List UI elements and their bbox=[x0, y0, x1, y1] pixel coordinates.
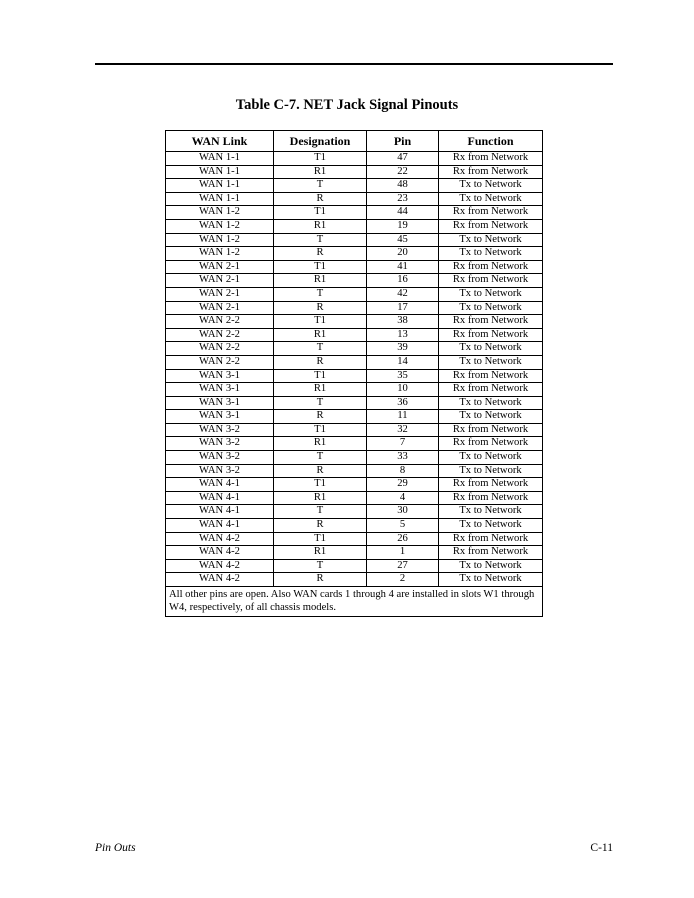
cell-wan-link: WAN 1-2 bbox=[166, 233, 274, 247]
table-row bbox=[166, 355, 543, 369]
table-row bbox=[166, 260, 543, 274]
cell-function: Tx to Network bbox=[439, 301, 543, 315]
cell-designation: T1 bbox=[274, 315, 367, 329]
cell-pin: 7 bbox=[367, 437, 439, 451]
cell-pin: 39 bbox=[367, 342, 439, 356]
header-rule bbox=[95, 63, 613, 65]
cell-function: Tx to Network bbox=[439, 464, 543, 478]
cell-designation: T1 bbox=[274, 532, 367, 546]
cell-wan-link: WAN 1-2 bbox=[166, 247, 274, 261]
cell-pin: 32 bbox=[367, 423, 439, 437]
cell-designation: R1 bbox=[274, 274, 367, 288]
cell-pin: 11 bbox=[367, 410, 439, 424]
header-designation: Designation bbox=[274, 131, 367, 152]
cell-function: Tx to Network bbox=[439, 396, 543, 410]
cell-wan-link: WAN 1-1 bbox=[166, 152, 274, 166]
cell-designation: T1 bbox=[274, 260, 367, 274]
cell-function: Tx to Network bbox=[439, 505, 543, 519]
table-row bbox=[166, 559, 543, 573]
cell-wan-link: WAN 2-1 bbox=[166, 287, 274, 301]
cell-function: Rx from Network bbox=[439, 383, 543, 397]
cell-function: Rx from Network bbox=[439, 437, 543, 451]
cell-designation: T bbox=[274, 505, 367, 519]
table-row bbox=[166, 165, 543, 179]
cell-designation: R bbox=[274, 464, 367, 478]
cell-designation: R1 bbox=[274, 491, 367, 505]
table-row bbox=[166, 301, 543, 315]
cell-wan-link: WAN 3-2 bbox=[166, 451, 274, 465]
header-wan-link: WAN Link bbox=[166, 131, 274, 152]
cell-pin: 19 bbox=[367, 219, 439, 233]
cell-wan-link: WAN 4-1 bbox=[166, 491, 274, 505]
cell-wan-link: WAN 1-2 bbox=[166, 219, 274, 233]
table-row bbox=[166, 505, 543, 519]
cell-designation: R bbox=[274, 519, 367, 533]
cell-designation: T1 bbox=[274, 152, 367, 166]
cell-function: Tx to Network bbox=[439, 233, 543, 247]
cell-pin: 29 bbox=[367, 478, 439, 492]
cell-designation: R bbox=[274, 301, 367, 315]
cell-function: Rx from Network bbox=[439, 546, 543, 560]
cell-pin: 13 bbox=[367, 328, 439, 342]
cell-designation: T bbox=[274, 342, 367, 356]
cell-wan-link: WAN 2-2 bbox=[166, 315, 274, 329]
cell-function: Tx to Network bbox=[439, 179, 543, 193]
cell-wan-link: WAN 1-2 bbox=[166, 206, 274, 220]
table-header-row bbox=[166, 131, 543, 152]
cell-pin: 47 bbox=[367, 152, 439, 166]
table-row bbox=[166, 437, 543, 451]
cell-designation: R bbox=[274, 247, 367, 261]
table-row bbox=[166, 451, 543, 465]
cell-wan-link: WAN 4-1 bbox=[166, 478, 274, 492]
table-row bbox=[166, 546, 543, 560]
cell-function: Tx to Network bbox=[439, 287, 543, 301]
cell-pin: 27 bbox=[367, 559, 439, 573]
cell-pin: 44 bbox=[367, 206, 439, 220]
cell-wan-link: WAN 4-1 bbox=[166, 505, 274, 519]
cell-pin: 2 bbox=[367, 573, 439, 587]
cell-function: Tx to Network bbox=[439, 451, 543, 465]
cell-wan-link: WAN 3-2 bbox=[166, 423, 274, 437]
cell-function: Tx to Network bbox=[439, 410, 543, 424]
table-body bbox=[166, 152, 543, 587]
cell-function: Rx from Network bbox=[439, 206, 543, 220]
cell-designation: T1 bbox=[274, 423, 367, 437]
cell-pin: 41 bbox=[367, 260, 439, 274]
cell-function: Rx from Network bbox=[439, 369, 543, 383]
cell-wan-link: WAN 3-1 bbox=[166, 410, 274, 424]
cell-designation: T bbox=[274, 179, 367, 193]
cell-designation: T bbox=[274, 396, 367, 410]
cell-designation: R1 bbox=[274, 383, 367, 397]
cell-wan-link: WAN 4-2 bbox=[166, 546, 274, 560]
cell-wan-link: WAN 3-1 bbox=[166, 369, 274, 383]
cell-designation: R bbox=[274, 355, 367, 369]
cell-wan-link: WAN 2-1 bbox=[166, 301, 274, 315]
cell-function: Tx to Network bbox=[439, 559, 543, 573]
cell-pin: 22 bbox=[367, 165, 439, 179]
cell-pin: 35 bbox=[367, 369, 439, 383]
table-row bbox=[166, 464, 543, 478]
cell-pin: 20 bbox=[367, 247, 439, 261]
cell-wan-link: WAN 4-2 bbox=[166, 573, 274, 587]
cell-function: Tx to Network bbox=[439, 519, 543, 533]
cell-function: Rx from Network bbox=[439, 260, 543, 274]
cell-function: Rx from Network bbox=[439, 491, 543, 505]
cell-wan-link: WAN 4-2 bbox=[166, 559, 274, 573]
cell-designation: R1 bbox=[274, 437, 367, 451]
cell-designation: R1 bbox=[274, 165, 367, 179]
footer-page-number: C-11 bbox=[590, 842, 613, 854]
cell-pin: 14 bbox=[367, 355, 439, 369]
cell-wan-link: WAN 2-2 bbox=[166, 342, 274, 356]
cell-designation: R bbox=[274, 192, 367, 206]
table-row bbox=[166, 274, 543, 288]
cell-function: Tx to Network bbox=[439, 573, 543, 587]
table-row bbox=[166, 233, 543, 247]
cell-designation: T bbox=[274, 287, 367, 301]
cell-wan-link: WAN 1-1 bbox=[166, 179, 274, 193]
header-function: Function bbox=[439, 131, 543, 152]
cell-designation: R bbox=[274, 410, 367, 424]
cell-wan-link: WAN 2-1 bbox=[166, 260, 274, 274]
cell-designation: R1 bbox=[274, 546, 367, 560]
cell-wan-link: WAN 3-1 bbox=[166, 383, 274, 397]
cell-function: Rx from Network bbox=[439, 328, 543, 342]
cell-pin: 4 bbox=[367, 491, 439, 505]
table-row bbox=[166, 423, 543, 437]
cell-wan-link: WAN 1-1 bbox=[166, 165, 274, 179]
cell-designation: T bbox=[274, 559, 367, 573]
cell-pin: 26 bbox=[367, 532, 439, 546]
table-row bbox=[166, 152, 543, 166]
table-row bbox=[166, 328, 543, 342]
cell-function: Rx from Network bbox=[439, 315, 543, 329]
cell-designation: R1 bbox=[274, 219, 367, 233]
cell-designation: T bbox=[274, 451, 367, 465]
table-row bbox=[166, 219, 543, 233]
cell-designation: T1 bbox=[274, 206, 367, 220]
cell-pin: 16 bbox=[367, 274, 439, 288]
cell-pin: 36 bbox=[367, 396, 439, 410]
cell-function: Tx to Network bbox=[439, 342, 543, 356]
table-row bbox=[166, 383, 543, 397]
table-note-row bbox=[166, 587, 543, 617]
table-row bbox=[166, 573, 543, 587]
table-row bbox=[166, 532, 543, 546]
cell-pin: 30 bbox=[367, 505, 439, 519]
cell-wan-link: WAN 3-2 bbox=[166, 464, 274, 478]
table-row bbox=[166, 478, 543, 492]
cell-wan-link: WAN 2-2 bbox=[166, 328, 274, 342]
cell-pin: 5 bbox=[367, 519, 439, 533]
table-row bbox=[166, 396, 543, 410]
cell-pin: 45 bbox=[367, 233, 439, 247]
cell-designation: T1 bbox=[274, 369, 367, 383]
table-row bbox=[166, 410, 543, 424]
cell-function: Rx from Network bbox=[439, 219, 543, 233]
table-row bbox=[166, 342, 543, 356]
table-row bbox=[166, 315, 543, 329]
cell-pin: 17 bbox=[367, 301, 439, 315]
cell-function: Tx to Network bbox=[439, 355, 543, 369]
cell-pin: 38 bbox=[367, 315, 439, 329]
cell-pin: 33 bbox=[367, 451, 439, 465]
cell-wan-link: WAN 2-1 bbox=[166, 274, 274, 288]
cell-function: Rx from Network bbox=[439, 478, 543, 492]
table-title: Table C-7. NET Jack Signal Pinouts bbox=[235, 97, 459, 113]
cell-pin: 48 bbox=[367, 179, 439, 193]
cell-function: Tx to Network bbox=[439, 192, 543, 206]
table-row bbox=[166, 206, 543, 220]
table-row bbox=[166, 491, 543, 505]
cell-wan-link: WAN 1-1 bbox=[166, 192, 274, 206]
table-note: All other pins are open. Also WAN cards 1 through 4 are installed in slots W1 through W4, respectively, of all chassis models. bbox=[166, 587, 543, 617]
cell-designation: R1 bbox=[274, 328, 367, 342]
cell-wan-link: WAN 3-1 bbox=[166, 396, 274, 410]
cell-wan-link: WAN 4-1 bbox=[166, 519, 274, 533]
footer-section-name: Pin Outs bbox=[95, 842, 136, 854]
cell-function: Rx from Network bbox=[439, 423, 543, 437]
cell-wan-link: WAN 2-2 bbox=[166, 355, 274, 369]
table-row bbox=[166, 179, 543, 193]
cell-wan-link: WAN 3-2 bbox=[166, 437, 274, 451]
cell-function: Rx from Network bbox=[439, 152, 543, 166]
cell-pin: 42 bbox=[367, 287, 439, 301]
cell-pin: 10 bbox=[367, 383, 439, 397]
cell-pin: 1 bbox=[367, 546, 439, 560]
table-row bbox=[166, 519, 543, 533]
cell-pin: 8 bbox=[367, 464, 439, 478]
pinout-table bbox=[165, 130, 543, 617]
cell-designation: R bbox=[274, 573, 367, 587]
header-pin: Pin bbox=[367, 131, 439, 152]
cell-function: Tx to Network bbox=[439, 247, 543, 261]
table-row bbox=[166, 192, 543, 206]
cell-designation: T1 bbox=[274, 478, 367, 492]
cell-function: Rx from Network bbox=[439, 165, 543, 179]
cell-pin: 23 bbox=[367, 192, 439, 206]
cell-designation: T bbox=[274, 233, 367, 247]
table-row bbox=[166, 287, 543, 301]
cell-wan-link: WAN 4-2 bbox=[166, 532, 274, 546]
table-row bbox=[166, 247, 543, 261]
cell-function: Rx from Network bbox=[439, 274, 543, 288]
cell-function: Rx from Network bbox=[439, 532, 543, 546]
table-row bbox=[166, 369, 543, 383]
